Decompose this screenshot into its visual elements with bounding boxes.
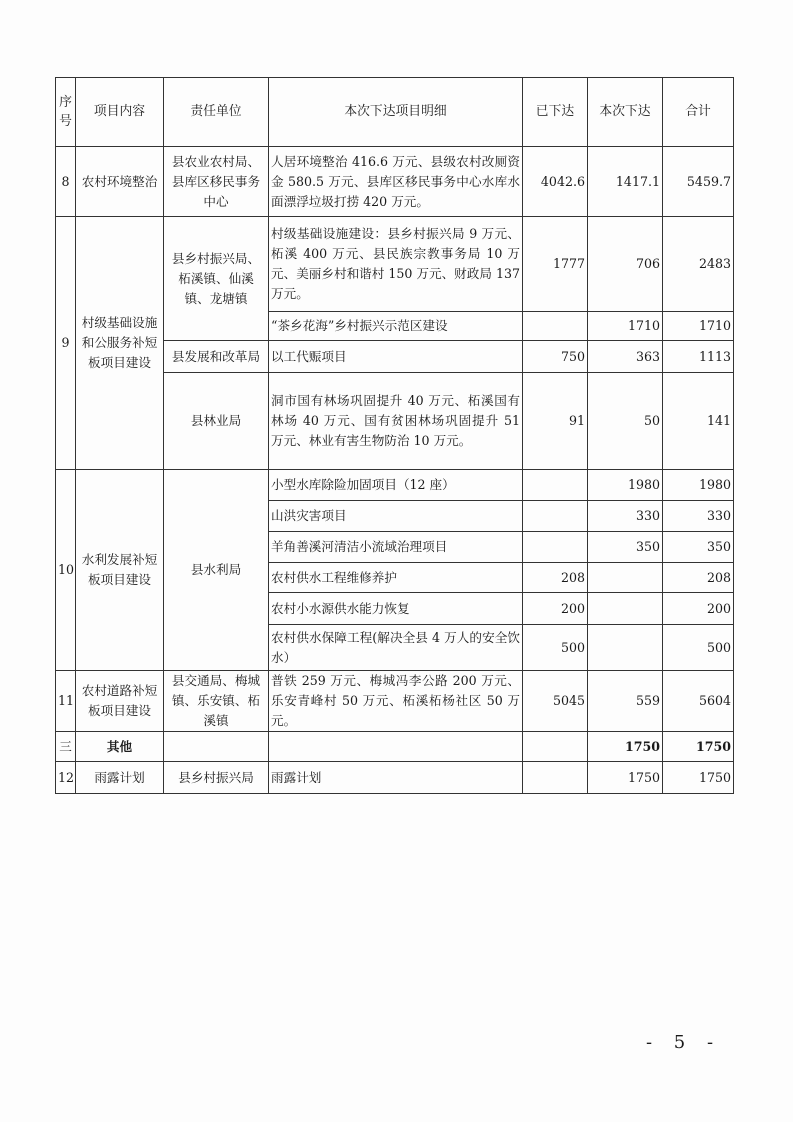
cell-current: 1750 [588, 732, 663, 762]
cell-unit [164, 732, 269, 762]
cell-detail: 农村供水工程维修养护 [269, 563, 523, 593]
cell-unit: 县乡村振兴局 [164, 762, 269, 794]
cell-total: 350 [663, 532, 734, 563]
cell-total: 5459.7 [663, 147, 734, 217]
cell-issued: 4042.6 [523, 147, 588, 217]
cell-total: 500 [663, 625, 734, 671]
header-seq: 序号 [56, 78, 76, 147]
cell-issued [523, 501, 588, 532]
cell-current: 1417.1 [588, 147, 663, 217]
cell-total: 2483 [663, 217, 734, 312]
cell-detail: 雨露计划 [269, 762, 523, 794]
cell-current: 50 [588, 373, 663, 470]
cell-issued: 208 [523, 563, 588, 593]
cell-detail: 农村供水保障工程(解决全县 4 万人的安全饮水） [269, 625, 523, 671]
cell-total: 1750 [663, 762, 734, 794]
page-number: - 5 - [646, 1032, 722, 1053]
table-row [56, 470, 734, 501]
cell-total: 1750 [663, 732, 734, 762]
cell-project: 农村环境整治 [76, 147, 164, 217]
cell-total: 200 [663, 593, 734, 625]
cell-current: 350 [588, 532, 663, 563]
header-unit: 责任单位 [164, 78, 269, 147]
cell-project: 雨露计划 [76, 762, 164, 794]
cell-unit: 县农业农村局、县库区移民事务中心 [164, 147, 269, 217]
cell-unit: 县交通局、梅城镇、乐安镇、柘溪镇 [164, 671, 269, 732]
cell-current: 706 [588, 217, 663, 312]
cell-detail: 小型水库除险加固项目（12 座） [269, 470, 523, 501]
cell-issued [523, 732, 588, 762]
cell-issued: 91 [523, 373, 588, 470]
cell-current: 330 [588, 501, 663, 532]
cell-detail [269, 732, 523, 762]
cell-seq: 11 [56, 671, 76, 732]
table-header-row [56, 78, 734, 147]
cell-project: 水利发展补短板项目建设 [76, 470, 164, 671]
table-row [56, 217, 734, 312]
cell-issued [523, 532, 588, 563]
cell-seq: 三 [56, 732, 76, 762]
cell-issued: 5045 [523, 671, 588, 732]
cell-detail: 羊角善溪河清洁小流域治理项目 [269, 532, 523, 563]
header-current: 本次下达 [588, 78, 663, 147]
cell-total: 1113 [663, 341, 734, 373]
cell-issued: 750 [523, 341, 588, 373]
cell-detail: 山洪灾害项目 [269, 501, 523, 532]
cell-seq: 9 [56, 217, 76, 470]
cell-issued: 1777 [523, 217, 588, 312]
cell-detail: 人居环境整治 416.6 万元、县级农村改厕资金 580.5 万元、县库区移民事务中心水库水面漂浮垃圾打捞 420 万元。 [269, 147, 523, 217]
cell-current: 363 [588, 341, 663, 373]
cell-total: 141 [663, 373, 734, 470]
table-row [56, 762, 734, 794]
cell-current: 1710 [588, 312, 663, 341]
cell-issued [523, 470, 588, 501]
cell-project: 其他 [76, 732, 164, 762]
header-issued: 已下达 [523, 78, 588, 147]
header-detail: 本次下达项目明细 [269, 78, 523, 147]
cell-seq: 10 [56, 470, 76, 671]
cell-project: 村级基础设施和公服务补短板项目建设 [76, 217, 164, 470]
cell-project: 农村道路补短板项目建设 [76, 671, 164, 732]
cell-detail: 农村小水源供水能力恢复 [269, 593, 523, 625]
cell-detail: 以工代赈项目 [269, 341, 523, 373]
cell-total: 5604 [663, 671, 734, 732]
cell-unit: 县发展和改革局 [164, 341, 269, 373]
cell-issued [523, 312, 588, 341]
cell-seq: 8 [56, 147, 76, 217]
cell-current: 1980 [588, 470, 663, 501]
table-row [56, 671, 734, 732]
cell-unit: 县乡村振兴局、柘溪镇、仙溪镇、龙塘镇 [164, 217, 269, 341]
cell-issued: 500 [523, 625, 588, 671]
cell-total: 208 [663, 563, 734, 593]
table-row [56, 147, 734, 217]
cell-unit: 县林业局 [164, 373, 269, 470]
section-row [56, 732, 734, 762]
cell-detail: 洞市国有林场巩固提升 40 万元、柘溪国有林场 40 万元、国有贫困林场巩固提升 51 万元、林业有害生物防治 10 万元。 [269, 373, 523, 470]
header-project: 项目内容 [76, 78, 164, 147]
cell-issued: 200 [523, 593, 588, 625]
cell-current [588, 593, 663, 625]
header-total: 合计 [663, 78, 734, 147]
cell-detail: “茶乡花海”乡村振兴示范区建设 [269, 312, 523, 341]
cell-unit: 县水利局 [164, 470, 269, 671]
funding-table [55, 77, 734, 794]
cell-current [588, 563, 663, 593]
cell-detail: 村级基础设施建设：县乡村振兴局 9 万元、柘溪 400 万元、县民族宗教事务局 10 万元、美丽乡村和谐村 150 万元、财政局 137 万元。 [269, 217, 523, 312]
cell-total: 1710 [663, 312, 734, 341]
cell-issued [523, 762, 588, 794]
cell-seq: 12 [56, 762, 76, 794]
cell-detail: 普铁 259 万元、梅城冯李公路 200 万元、乐安青峰村 50 万元、柘溪柘杨社区 50 万元。 [269, 671, 523, 732]
cell-current: 559 [588, 671, 663, 732]
cell-total: 330 [663, 501, 734, 532]
cell-total: 1980 [663, 470, 734, 501]
cell-current [588, 625, 663, 671]
cell-current: 1750 [588, 762, 663, 794]
